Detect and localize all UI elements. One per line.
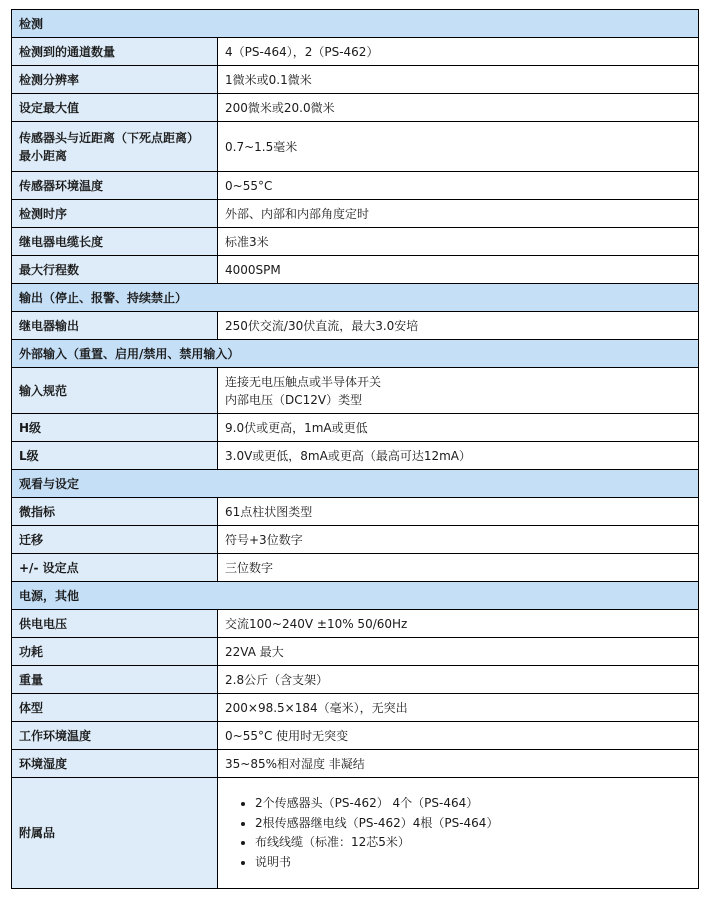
table-row (12, 414, 699, 442)
section-header-row (12, 582, 699, 610)
row-label-line: 最小距离 (19, 148, 68, 163)
section-header-row (12, 340, 699, 368)
spec-table (11, 9, 699, 889)
table-row (12, 638, 699, 666)
table-row (12, 122, 699, 172)
row-label: 重量 (12, 666, 218, 694)
row-label: 检测分辨率 (12, 66, 218, 94)
table-row (12, 172, 699, 200)
row-value: 22VA 最大 (218, 638, 699, 666)
row-value: 4（PS-464），2（PS-462） (218, 38, 699, 66)
table-row (12, 666, 699, 694)
row-value: 0.7~1.5毫米 (218, 122, 699, 172)
section-title-external-input: 外部输入（重置、启用/禁用、禁用输入） (12, 340, 699, 368)
accessories-list (225, 794, 691, 872)
table-row (12, 694, 699, 722)
section-title-detection: 检测 (12, 10, 699, 38)
row-label: 输入规范 (12, 368, 218, 414)
row-value: 交流100~240V ±10% 50/60Hz (218, 610, 699, 638)
table-row (12, 200, 699, 228)
row-label: 检测时序 (12, 200, 218, 228)
row-value-line: 连接无电压触点或半导体开关 (225, 374, 382, 389)
row-label: H级 (12, 414, 218, 442)
section-header-row (12, 284, 699, 312)
table-row (12, 442, 699, 470)
row-label: 迁移 (12, 526, 218, 554)
row-value: 61点柱状图类型 (218, 498, 699, 526)
table-row (12, 228, 699, 256)
section-title-display-setting: 观看与设定 (12, 470, 699, 498)
list-item: • 2个传感器头（PS-462） 4个（PS-464） (255, 794, 691, 814)
row-label: 附属品 (12, 778, 218, 889)
row-label: 体型 (12, 694, 218, 722)
row-value (218, 368, 699, 414)
table-row (12, 610, 699, 638)
list-item: • 2根传感器继电线（PS-462）4根（PS-464） (255, 814, 691, 834)
row-value: 标准3米 (218, 228, 699, 256)
list-item: • 说明书 (255, 853, 691, 873)
table-row (12, 498, 699, 526)
row-label: 微指标 (12, 498, 218, 526)
table-row (12, 722, 699, 750)
row-value: 3.0V或更低，8mA或更高（最高可达12mA） (218, 442, 699, 470)
table-row (12, 554, 699, 582)
row-value: 200微米或20.0微米 (218, 94, 699, 122)
row-label: 继电器电缆长度 (12, 228, 218, 256)
row-value: 1微米或0.1微米 (218, 66, 699, 94)
row-value (218, 778, 699, 889)
row-label: 工作环境温度 (12, 722, 218, 750)
table-row (12, 750, 699, 778)
row-value: 250伏交流/30伏直流，最大3.0安培 (218, 312, 699, 340)
row-value-line: 内部电压（DC12V）类型 (225, 392, 363, 407)
table-row (12, 256, 699, 284)
row-value: 0~55°C (218, 172, 699, 200)
row-label: 功耗 (12, 638, 218, 666)
row-value: 外部、内部和内部角度定时 (218, 200, 699, 228)
row-label-line: 传感器头与近距离（下死点距离） (19, 130, 200, 145)
row-label: 最大行程数 (12, 256, 218, 284)
section-header-row (12, 10, 699, 38)
row-label: 环境湿度 (12, 750, 218, 778)
table-row (12, 778, 699, 889)
row-value: 0~55°C 使用时无突变 (218, 722, 699, 750)
section-title-power-other: 电源，其他 (12, 582, 699, 610)
row-label (12, 122, 218, 172)
list-item: • 布线线缆（标准：12芯5米） (255, 833, 691, 853)
row-label: 设定最大值 (12, 94, 218, 122)
row-label: 传感器环境温度 (12, 172, 218, 200)
row-value: 35~85%相对湿度 非凝结 (218, 750, 699, 778)
table-row (12, 526, 699, 554)
table-row (12, 66, 699, 94)
section-title-output: 输出（停止、报警、持续禁止） (12, 284, 699, 312)
row-value: 符号+3位数字 (218, 526, 699, 554)
section-header-row (12, 470, 699, 498)
row-value: 200×98.5×184（毫米），无突出 (218, 694, 699, 722)
table-row (12, 368, 699, 414)
row-value: 三位数字 (218, 554, 699, 582)
row-label: +/- 设定点 (12, 554, 218, 582)
row-label: 供电电压 (12, 610, 218, 638)
row-value: 2.8公斤（含支架） (218, 666, 699, 694)
table-row (12, 38, 699, 66)
row-label: L级 (12, 442, 218, 470)
table-row (12, 312, 699, 340)
row-label: 检测到的通道数量 (12, 38, 218, 66)
table-row (12, 94, 699, 122)
row-value: 9.0伏或更高，1mA或更低 (218, 414, 699, 442)
row-value: 4000SPM (218, 256, 699, 284)
row-label: 继电器输出 (12, 312, 218, 340)
